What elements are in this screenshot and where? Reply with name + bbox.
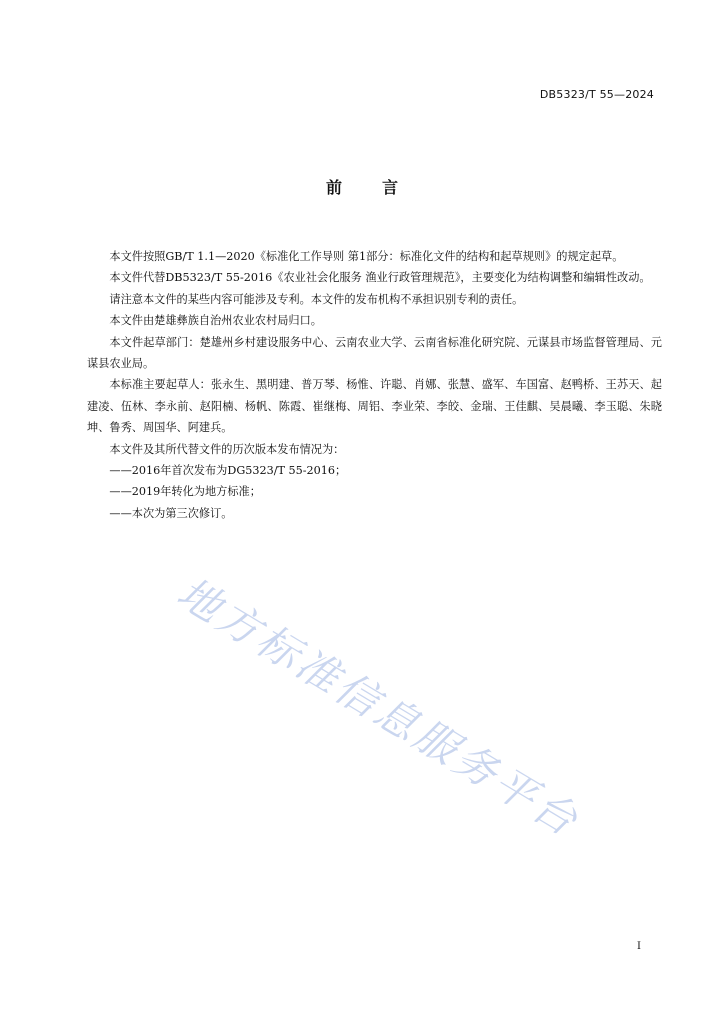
page-title: 前言 <box>325 178 438 197</box>
history-item-2016: ——2016年首次发布为DG5323/T 55-2016； <box>109 464 347 478</box>
document-code: DB5323/T 55—2024 <box>539 88 654 101</box>
paragraph-proposed-by: 本文件由楚雄彝族自治州农业农村局归口。 <box>109 314 322 328</box>
preface-body <box>87 246 662 524</box>
paragraph-patent-notice: 请注意本文件的某些内容可能涉及专利。本文件的发布机构不承担识别专利的责任。 <box>109 292 524 306</box>
history-item-current: ——本次为第三次修订。 <box>109 506 233 520</box>
paragraph-drafters: 本标准主要起草人：张永生、黑明建、普万琴、杨惟、许聪、肖娜、张慧、盛军、车国富、赵鸭桥、王苏天、起建凌、伍林、李永前、赵阳楠、杨帆、陈霞、崔继梅、周铝、李业荣、李皎、金瑞、王佳麒、吴晨曦、李玉聪、朱晓坤、鲁秀、周国华、阿建兵。 <box>87 378 662 435</box>
paragraph-replaces: 本文件代替DB5323/T 55-2016《农业社会化服务 渔业行政管理规范》，主要变化为结构调整和编辑性改动。 <box>109 271 651 285</box>
paragraph-history-intro: 本文件及其所代替文件的历次版本发布情况为： <box>109 442 345 456</box>
page-number: I <box>637 941 641 952</box>
paragraph-drafting-units: 本文件起草部门：楚雄州乡村建设服务中心、云南农业大学、云南省标准化研究院、元谋县市场监督管理局、元谋县农业局。 <box>87 335 662 371</box>
history-item-2019: ——2019年转化为地方标准； <box>109 485 261 499</box>
paragraph-drafting-rules: 本文件按照GB/T 1.1—2020《标准化工作导则 第1部分：标准化文件的结构和起草规则》的规定起草。 <box>109 250 624 263</box>
watermark: 地方标准信息服务平台 <box>168 567 589 847</box>
